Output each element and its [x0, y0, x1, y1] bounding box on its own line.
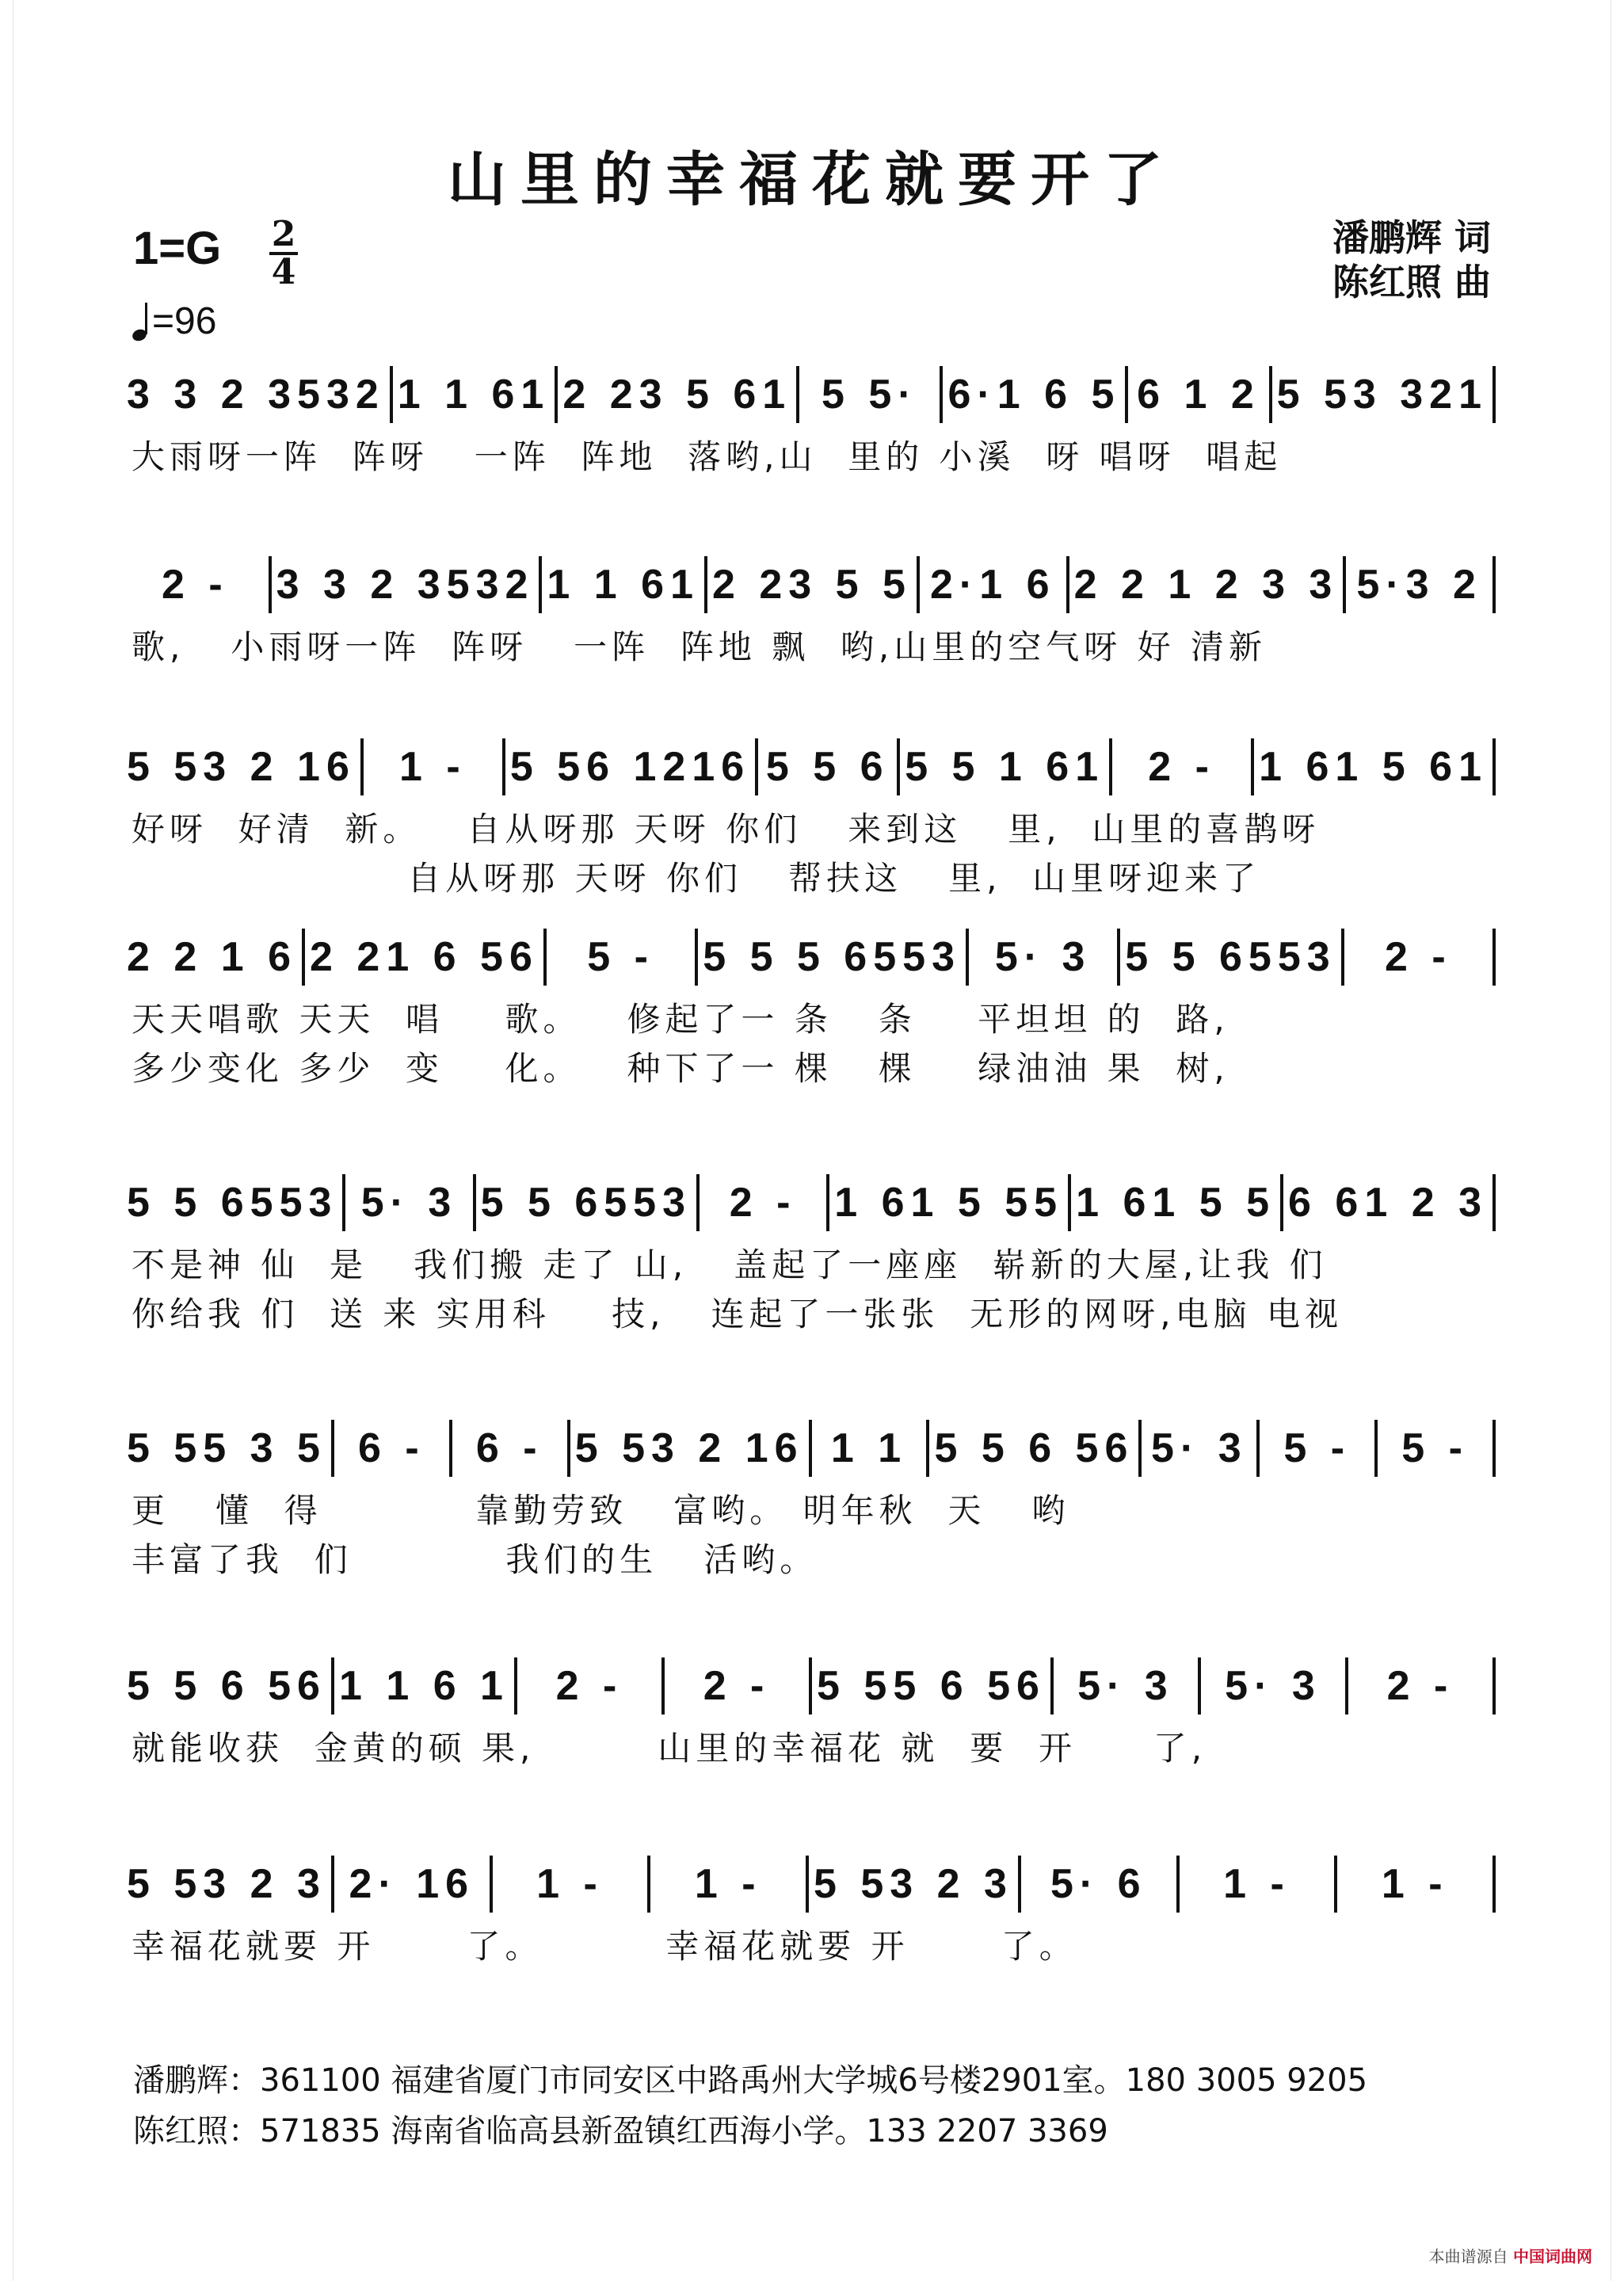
barline [331, 1420, 334, 1477]
barline [1492, 738, 1496, 795]
measure: 5 5 6 56 [127, 1663, 326, 1709]
score-system [127, 357, 1500, 482]
barline [809, 1420, 812, 1477]
measure: 5 55 6 56 [817, 1663, 1046, 1709]
barline [360, 738, 364, 795]
barline [966, 929, 969, 986]
barline [1018, 1856, 1021, 1913]
measure: 2 - [1386, 1663, 1454, 1709]
lyric-line: 天天唱歌 天天 唱 歌。 修起了一 条 条 平坦坦 的 路, [132, 1000, 1229, 1039]
lyric-line: 更 懂 得 靠勤劳致 富哟。 明年秋 天 哟 [132, 1491, 1070, 1530]
lyric-line: 不是神 仙 是 我们搬 走了 山, 盖起了一座座 崭新的大屋,让我 们 [132, 1245, 1328, 1284]
barline [809, 1657, 812, 1715]
barline [342, 1174, 345, 1231]
barline [826, 1174, 829, 1231]
measure: 5 55 3 5 [127, 1425, 326, 1471]
score-system [127, 547, 1500, 672]
barline [269, 556, 272, 613]
measure: 5 5 6553 [1125, 934, 1336, 980]
measure: 5· 6 [1050, 1861, 1147, 1907]
score-system [127, 1165, 1500, 1339]
measure: 6 61 2 3 [1288, 1180, 1488, 1226]
measure: 6 - [358, 1425, 425, 1471]
barline [1117, 929, 1120, 986]
measure: 1 61 5 61 [1259, 744, 1488, 790]
barline [917, 556, 920, 613]
time-signature [268, 214, 299, 292]
measure: 1 - [1223, 1861, 1290, 1907]
measure: 5 5 6 56 [934, 1425, 1134, 1471]
measure: 1 - [1381, 1861, 1449, 1907]
barline [390, 366, 393, 423]
score-system [127, 919, 1500, 1093]
measure: 2 - [1385, 934, 1452, 980]
quarter-note-icon [132, 301, 152, 342]
lyric-line: 幸福花就要 开 了。 幸福花就要 开 了。 [132, 1927, 1077, 1966]
lyric-line: 自从呀那 天呀 你们 帮扶这 里, 山里呀迎来了 [132, 859, 1261, 898]
measure: 3 3 2 3532 [276, 562, 535, 608]
barline [490, 1856, 493, 1913]
barline [1334, 1856, 1337, 1913]
barline [1066, 556, 1069, 613]
barline [806, 1856, 809, 1913]
measure: 2 2 1 2 3 3 [1073, 562, 1339, 608]
barline [1492, 556, 1496, 613]
barline [940, 366, 943, 423]
score-system [127, 1846, 1500, 1971]
measure: 1 1 [830, 1425, 908, 1471]
barline [1138, 1420, 1142, 1477]
right-margin-strip [1611, 0, 1624, 2281]
lyric-line: 你给我 们 送 来 实用科 技, 连起了一张张 无形的网呀,电脑 电视 [132, 1295, 1343, 1333]
song-title: 山里的幸福花就要开了 [448, 146, 1176, 214]
barline [331, 1657, 334, 1715]
measure: 5 53 321 [1276, 372, 1489, 418]
barline [647, 1856, 650, 1913]
tempo-marking [132, 299, 216, 343]
lyricist-contact: 潘鹏辉：361100 福建省厦门市同安区中路禹州大学城6号楼2901室。180 3005 9205 [133, 2062, 1368, 2099]
measure: 5 5 6553 [480, 1180, 692, 1226]
measure: 2· 16 [349, 1861, 475, 1907]
measure: 1 61 5 55 [834, 1180, 1064, 1226]
barline [1256, 1420, 1260, 1477]
barline [755, 738, 758, 795]
barline [1280, 1174, 1283, 1231]
barline [1492, 929, 1496, 986]
measure: 5 56 1216 [509, 744, 751, 790]
measure: 5 5 6553 [127, 1180, 338, 1226]
measure: 1 - [399, 744, 467, 790]
barline [1492, 366, 1496, 423]
contact-footer [133, 2055, 1367, 2157]
measure: 5 53 2 16 [127, 744, 356, 790]
measure: 5· 3 [1151, 1425, 1248, 1471]
barline [1492, 1856, 1496, 1913]
measure: 1 1 6 1 [338, 1663, 509, 1709]
barline [1492, 1657, 1496, 1715]
lyric-line: 大雨呀一阵 阵呀 一阵 阵地 落哟,山 里的 小溪 呀 唱呀 唱起 [132, 437, 1283, 476]
composer: 陈红照 曲 [1332, 261, 1491, 303]
measure: 1 1 61 [547, 562, 700, 608]
barline [543, 929, 547, 986]
notation-line [127, 919, 1500, 995]
measure: 2 - [1148, 744, 1215, 790]
barline [704, 556, 707, 613]
barline [449, 1420, 452, 1477]
measure: 5 53 2 3 [127, 1861, 326, 1907]
barline [926, 1420, 929, 1477]
measure: 1 - [536, 1861, 604, 1907]
measure: 5 5 6 [765, 744, 890, 790]
barline [695, 929, 698, 986]
notation-line [127, 357, 1500, 433]
score-system [127, 1648, 1500, 1773]
time-sig-top: 2 [271, 214, 296, 254]
barline [897, 738, 900, 795]
lyric-line: 就能收获 金黄的硕 果, 山里的幸福花 就 要 开 了, [132, 1729, 1207, 1768]
barline [1068, 1174, 1071, 1231]
measure: 2 - [555, 1663, 623, 1709]
barline [1050, 1657, 1054, 1715]
barline [1492, 1420, 1496, 1477]
measure: 5· 3 [1225, 1663, 1321, 1709]
barline [1374, 1420, 1378, 1477]
composer-contact: 陈红照：571835 海南省临高县新盈镇红西海小学。133 2207 3369 [133, 2113, 1108, 2149]
barline [1176, 1856, 1180, 1913]
time-sig-bottom: 4 [271, 252, 296, 292]
measure: 5· 3 [360, 1180, 458, 1226]
measure: 6 1 2 [1137, 372, 1260, 418]
measure: 2 2 1 6 [127, 934, 298, 980]
barline [796, 366, 799, 423]
measure: 2·1 6 [930, 562, 1056, 608]
measure: 5 53 2 3 [814, 1861, 1013, 1907]
measure: 2 23 5 5 [712, 562, 912, 608]
measure: 5 5· [822, 372, 918, 418]
barline [1341, 929, 1344, 986]
notation-line [127, 1846, 1500, 1922]
key-signature: 1=G [133, 223, 222, 274]
barline [539, 556, 542, 613]
measure: 5· 3 [994, 934, 1092, 980]
measure: 2 - [161, 562, 229, 608]
notation-line [127, 1410, 1500, 1486]
barline [302, 929, 305, 986]
lyric-line: 好呀 好清 新。 自从呀那 天呀 你们 来到这 里, 山里的喜鹊呀 [132, 810, 1321, 849]
measure: 1 61 5 5 [1076, 1180, 1276, 1226]
barline [1198, 1657, 1201, 1715]
barline [1343, 556, 1346, 613]
barline [1251, 738, 1254, 795]
barline [555, 366, 558, 423]
measure: 2 21 6 56 [310, 934, 539, 980]
lyric-line: 丰富了我 们 我们的生 活哟。 [132, 1540, 818, 1579]
lyric-line: 歌, 小雨呀一阵 阵呀 一阵 阵地 飘 哟,山里的空气呀 好 清新 [132, 627, 1267, 666]
left-margin-strip [0, 0, 13, 2281]
barline [567, 1420, 570, 1477]
measure: 2 23 5 61 [562, 372, 792, 418]
measure: 2 - [703, 1663, 771, 1709]
barline [331, 1856, 334, 1913]
measure: 5· 3 [1077, 1663, 1174, 1709]
source-site: 中国词曲网 [1513, 2247, 1592, 2266]
barline [1345, 1657, 1348, 1715]
credits [1332, 216, 1491, 304]
measure: 5·3 2 [1356, 562, 1482, 608]
barline [502, 738, 505, 795]
notation-line [127, 547, 1500, 623]
lyricist: 潘鹏辉 词 [1332, 216, 1491, 259]
measure: 5 - [587, 934, 654, 980]
measure: 3 3 2 3532 [127, 372, 385, 418]
tempo-value: =96 [152, 300, 217, 342]
measure: 1 1 61 [397, 372, 551, 418]
barline [473, 1174, 476, 1231]
measure: 5 5 5 6553 [703, 934, 961, 980]
barline [696, 1174, 700, 1231]
measure: 6 - [475, 1425, 543, 1471]
notation-line [127, 729, 1500, 805]
notation-line [127, 1648, 1500, 1724]
measure: 2 - [729, 1180, 797, 1226]
barline [1269, 366, 1272, 423]
measure: 5 - [1283, 1425, 1351, 1471]
lyric-line: 多少变化 多少 变 化。 种下了一 棵 棵 绿油油 果 树, [132, 1049, 1229, 1088]
measure: 6·1 6 5 [947, 372, 1121, 418]
source-watermark [1429, 2244, 1592, 2267]
measure: 5 53 2 16 [574, 1425, 804, 1471]
barline [1109, 738, 1112, 795]
measure: 1 - [694, 1861, 762, 1907]
barline [1492, 1174, 1496, 1231]
score-system [127, 729, 1500, 903]
barline [1125, 366, 1128, 423]
notation-line [127, 1165, 1500, 1241]
barline [661, 1657, 665, 1715]
measure: 5 - [1401, 1425, 1469, 1471]
score-system [127, 1410, 1500, 1585]
source-prefix: 本曲谱源自 [1428, 2247, 1508, 2266]
barline [514, 1657, 517, 1715]
measure: 5 5 1 61 [905, 744, 1105, 790]
